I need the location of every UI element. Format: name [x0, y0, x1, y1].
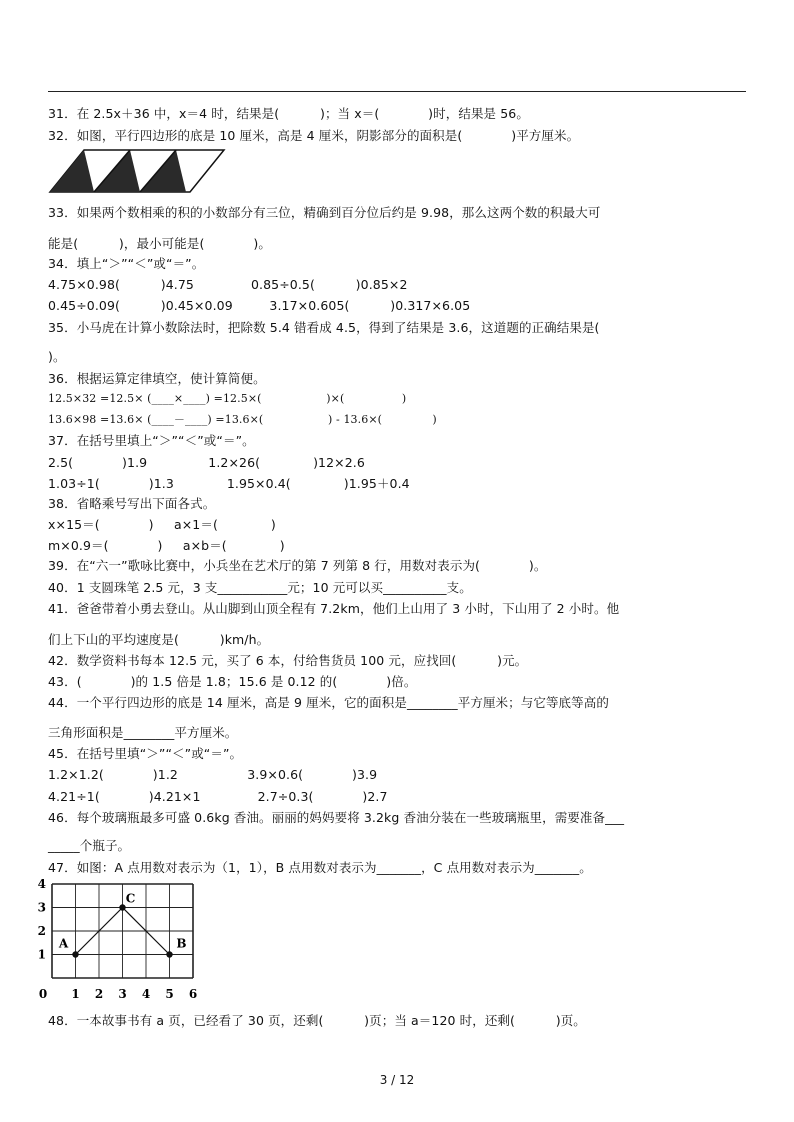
q38: 38．省略乘号写出下面各式。: [48, 496, 216, 511]
q38-row2: m×0.9＝( ) a×b＝( ): [48, 538, 285, 553]
q34: 34．填上“＞”“＜”或“＝”。: [48, 256, 205, 271]
x-tick-label: 2: [94, 987, 104, 1001]
page-number: 3 / 12: [379, 1073, 415, 1087]
q34-row2: 0.45÷0.09( )0.45×0.09 3.17×0.605( )0.317×6.05: [48, 298, 471, 313]
x-tick-label: 3: [118, 987, 127, 1001]
q45: 45．在括号里填“＞”“＜”或“＝”。: [48, 746, 243, 761]
q32: 32．如图，平行四边形的底是 10 厘米，高是 4 厘米，阴影部分的面积是( )平方厘米。: [48, 128, 580, 143]
q48: 48．一本故事书有 a 页，已经看了 30 页，还剩( )页；当 a＝120 时，还剩( )页。: [48, 1013, 586, 1028]
q38-row1: x×15＝( ) a×1＝( ): [48, 517, 276, 532]
point-label-c: C: [125, 891, 136, 906]
q36: 36．根据运算定律填空，使计算简便。: [48, 371, 266, 386]
point-a: [72, 951, 78, 957]
q47: 47．如图：A 点用数对表示为（1，1），B 点用数对表示为_______，C 点用数对表示为_______。: [48, 860, 592, 875]
x-tick-label: 1: [71, 987, 80, 1001]
q41-line1: 41．爸爸带着小勇去登山。从山脚到山顶全程有 7.2km，他们上山用了 3 小时，下山用了 2 小时。他: [48, 601, 620, 616]
q37-row2: 1.03÷1( )1.3 1.95×0.4( )1.95＋0.4: [48, 476, 410, 491]
q33-line1: 33．如果两个数相乘的积的小数部分有三位，精确到百分位后约是 9.98，那么这两个数的积最大可: [48, 205, 601, 220]
point-b: [166, 951, 172, 957]
y-tick-label: 2: [37, 924, 46, 938]
q35-line1: 35．小马虎在计算小数除法时，把除数 5.4 错看成 4.5，得到了结果是 3.6，这道题的正确结果是(: [48, 320, 600, 335]
q39: 39．在“六一”歌咏比赛中，小兵坐在艺术厅的第 7 列第 8 行，用数对表示为( )。: [48, 558, 547, 573]
x-tick-label: 4: [141, 987, 151, 1001]
q33-line2: 能是( )，最小可能是( )。: [48, 236, 271, 251]
q44-line2: 三角形面积是________平方厘米。: [48, 725, 238, 740]
q37: 37．在括号里填上“＞”“＜”或“＝”。: [48, 433, 255, 448]
q35-line2: )。: [48, 349, 66, 364]
q37-row1: 2.5( )1.9 1.2×26( )12×2.6: [48, 455, 365, 470]
x-tick-label: 6: [188, 987, 198, 1001]
y-tick-label: 1: [37, 947, 46, 962]
point-label-a: A: [58, 936, 69, 951]
q40: 40．1 支圆珠笔 2.5 元，3 支___________元；10 元可以买__________支。: [48, 580, 472, 595]
parallelogram-figure: [50, 148, 226, 196]
q36-row1: 12.5×32 =12.5× (____×____) =12.5×( )×( ): [48, 392, 407, 405]
x-tick-label: 0: [38, 987, 48, 1001]
q46-line1: 46．每个玻璃瓶最多可盛 0.6kg 香油。丽丽的妈妈要将 3.2kg 香油分装在一些玻璃瓶里，需要准备___: [48, 810, 625, 825]
q44-line1: 44．一个平行四边形的底是 14 厘米，高是 9 厘米，它的面积是________平方厘米；与它等底等高的: [48, 695, 609, 710]
q31: 31．在 2.5x＋36 中，x＝4 时，结果是( )；当 x＝( )时，结果是 56。: [48, 106, 529, 121]
q34-row1: 4.75×0.98( )4.75 0.85÷0.5( )0.85×2: [48, 277, 408, 292]
header-rule: [48, 91, 746, 92]
q45-row2: 4.21÷1( )4.21×1 2.7÷0.3( )2.7: [48, 789, 388, 804]
q46-line2: _____个瓶子。: [48, 838, 131, 853]
q42: 42．数学资料书每本 12.5 元，买了 6 本，付给售货员 100 元，应找回( )元。: [48, 653, 528, 668]
q36-row2: 13.6×98 =13.6× (____－____) =13.6×( ) - 13.6×( ): [48, 413, 437, 426]
y-tick-label: 4: [37, 877, 46, 891]
point-label-b: B: [176, 936, 187, 951]
coordinate-grid: [37, 872, 230, 1002]
x-tick-label: 5: [165, 987, 174, 1001]
q45-row1: 1.2×1.2( )1.2 3.9×0.6( )3.9: [48, 767, 378, 782]
y-tick-label: 3: [37, 900, 46, 915]
q43: 43．( )的 1.5 倍是 1.8；15.6 是 0.12 的( )倍。: [48, 674, 417, 689]
q41-line2: 们上下山的平均速度是( )km/h。: [48, 632, 270, 647]
